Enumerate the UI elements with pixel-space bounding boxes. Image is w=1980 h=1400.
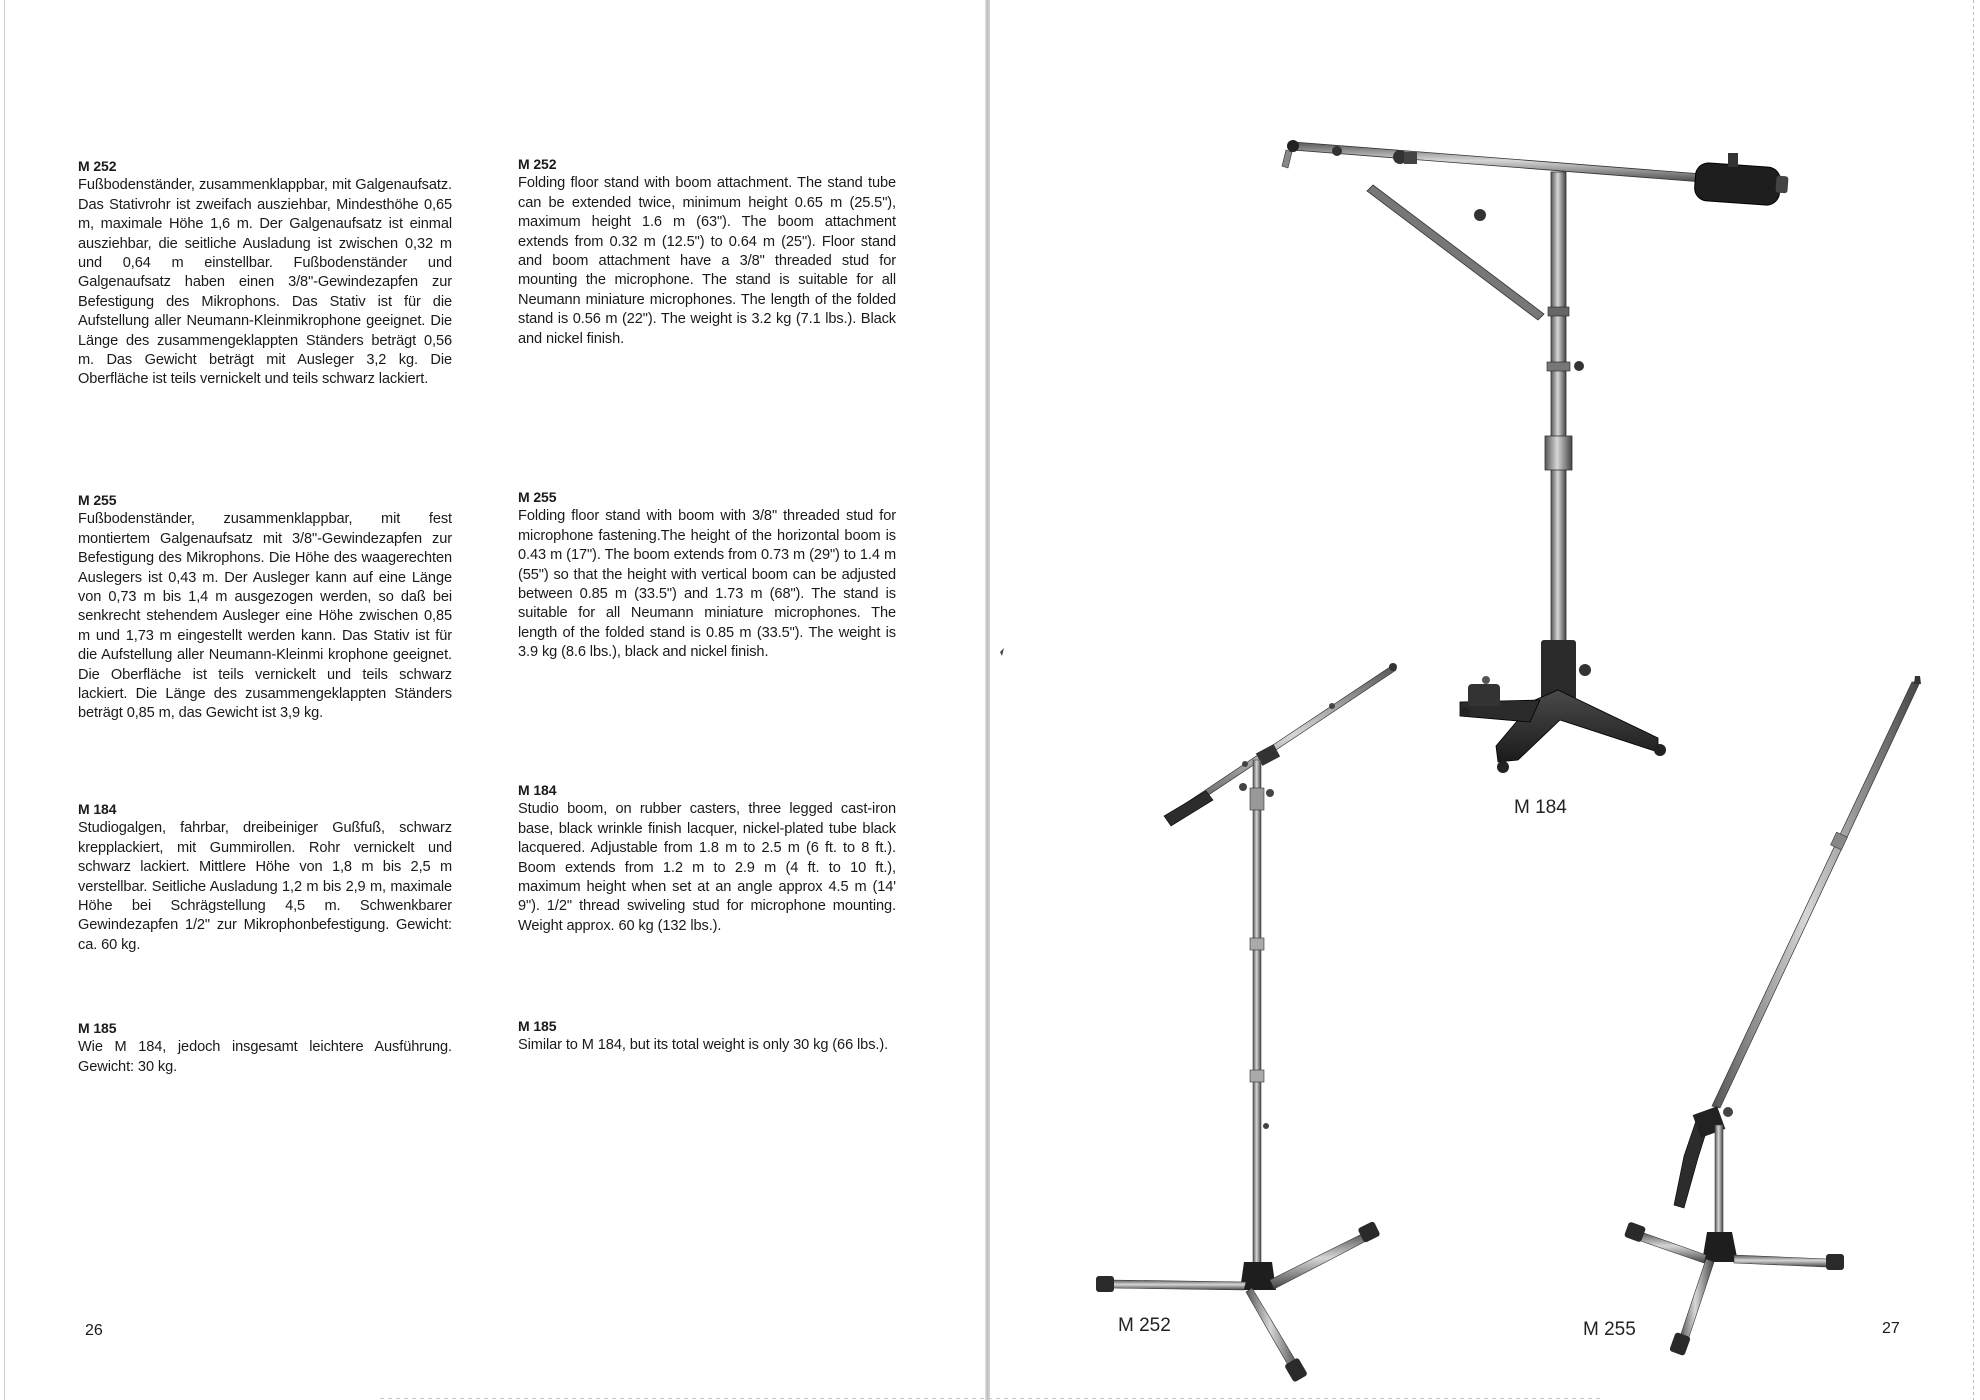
left-page	[0, 0, 985, 1400]
entry-text: Fußbodenständer, zusammenklappbar, mit fest montiertem Galgenaufsatz mit 3/8"-Gewindezapfen zur Befestigung des Mikrophons. Die Höhe des waagerechten Auslegers ist 0,43 m. Der Ausleger kann auf eine Länge von 0,73 m bis 1,4 m ausgezogen werden, so daß bei senkrecht stehendem Ausleger eine Höhe zwischen 0,85 m und 1,73 m eingestellt werden kann. Das Stativ ist für die Aufstellung aller Neumann-Kleinmi krophone geeignet. Die Oberfläche ist teils vernickelt und teils schwarz lackiert. Die Länge des zusammengeklappten Ständers beträgt 0,85 m, das Gewicht ist 3,9 kg.	[78, 511, 452, 722]
model-heading: M 255	[518, 489, 557, 505]
entry-en-m252	[518, 155, 896, 349]
model-heading: M 185	[78, 1020, 117, 1036]
m184-studio-boom-illustration	[1282, 140, 1789, 773]
right-page	[990, 0, 1980, 1400]
entry-text: Folding floor stand with boom attachment. The stand tube can be extended twice, minimum height 0.65 m (25.5"), maximum height 1.6 m (63"). The boom attachment extends from 0.32 m (12.5") to 0.64 m (25"). Floor stand and boom attachment have a 3/8" threaded stud for mounting the microphone. The stand is suitable for all Neumann miniature microphones. The length of the folded stand is 0.56 m (22"). The weight is 3.2 kg (7.1 lbs.). Black and nickel finish.	[518, 175, 896, 347]
caption-m184: M 184	[1514, 797, 1567, 818]
m255-floor-stand-illustration	[1624, 676, 1921, 1356]
print-mark	[1000, 648, 1004, 656]
entry-text: Similar to M 184, but its total weight is only 30 kg (66 lbs.).	[518, 1037, 889, 1054]
m252-floor-stand-illustration	[1096, 663, 1397, 1383]
entry-de-m184	[78, 800, 452, 955]
entry-text: Folding floor stand with boom with 3/8" threaded stud for microphone fastening.The height of the horizontal boom is 0.43 m (17"). The boom extends from 0.73 m (29") to 1.4 m (55") so that the height with vertical boom can be adjusted between 0.85 m (33.5") and 1.73 m (68"). The stand is suitable for all Neumann miniature microphones. The length of the folded stand is 0.85 m (33.5"). The weight is 3.9 kg (8.6 lbs.), black and nickel finish.	[518, 508, 896, 661]
page-number-right: 27	[1882, 1320, 1900, 1337]
caption-m252: M 252	[1118, 1315, 1171, 1336]
page-edge	[4, 0, 5, 1400]
page-number-left: 26	[85, 1322, 103, 1339]
model-heading: M 252	[78, 158, 117, 174]
entry-text: Studiogalgen, fahrbar, dreibeiniger Gußfuß, schwarz krepplackiert, mit Gummirollen. Rohr vernickelt und schwarz lackiert. Mittlere Höhe von 1,8 m bis 2,5 m verstellbar. Seitliche Ausladung 1,2 m bis 2,9 m, maximale Höhe bei Schrägstellung 4,5 m. Schwenkbarer Gewindezapfen 1/2" zur Mikrophonbefestigung. Gewicht: ca. 60 kg.	[78, 820, 452, 953]
model-heading: M 255	[78, 492, 117, 508]
stand-illustrations	[990, 0, 1980, 1400]
page-bottom-edge	[380, 1398, 1600, 1399]
entry-text: Fußbodenständer, zusammenklappbar, mit Galgenaufsatz. Das Stativrohr ist zweifach ausziehbar, Mindesthöhe 0,65 m, maximale Höhe 1,6 m. Der Galgenaufsatz ist einmal ausziehbar, die seitliche Ausladung ist zwischen 0,32 m und 0,64 m einstellbar. Fußbodenständer und Galgenaufsatz haben einen 3/8"-Gewindezapfen zur Befestigung des Mikrophons. Das Stativ ist für die Aufstellung aller Neumann-Kleinmikrophone geeignet. Die Länge des zusammengeklappten Ständers beträgt 0,56 m. Das Gewicht beträgt mit Ausleger 3,2 kg. Die Oberfläche ist teils vernickelt und teils schwarz lackiert.	[78, 177, 452, 388]
model-heading: M 184	[518, 782, 557, 798]
entry-de-m255	[78, 491, 452, 724]
entry-text: Wie M 184, jedoch insgesamt leichtere Ausführung. Gewicht: 30 kg.	[78, 1039, 452, 1075]
model-heading: M 184	[78, 801, 117, 817]
entry-en-m255	[518, 488, 896, 663]
model-heading: M 252	[518, 156, 557, 172]
entry-de-m185	[78, 1019, 452, 1077]
model-heading: M 185	[518, 1018, 557, 1034]
entry-en-m185	[518, 1017, 896, 1056]
entry-en-m184	[518, 781, 896, 936]
entry-de-m252	[78, 157, 452, 390]
entry-text: Studio boom, on rubber casters, three legged cast-iron base, black wrinkle finish lacquer, nickel-plated tube black lacquered. Adjustable from 1.8 m to 2.5 m (6 ft. to 8 ft.). Boom extends from 1.2 m to 2.9 m (4 ft. to 10 ft.), maximum height when set at an angle approx 4.5 m (14' 9"). 1/2" thread swiveling stud for microphone mounting. Weight approx. 60 kg (132 lbs.).	[518, 801, 896, 934]
caption-m255: M 255	[1583, 1319, 1636, 1340]
